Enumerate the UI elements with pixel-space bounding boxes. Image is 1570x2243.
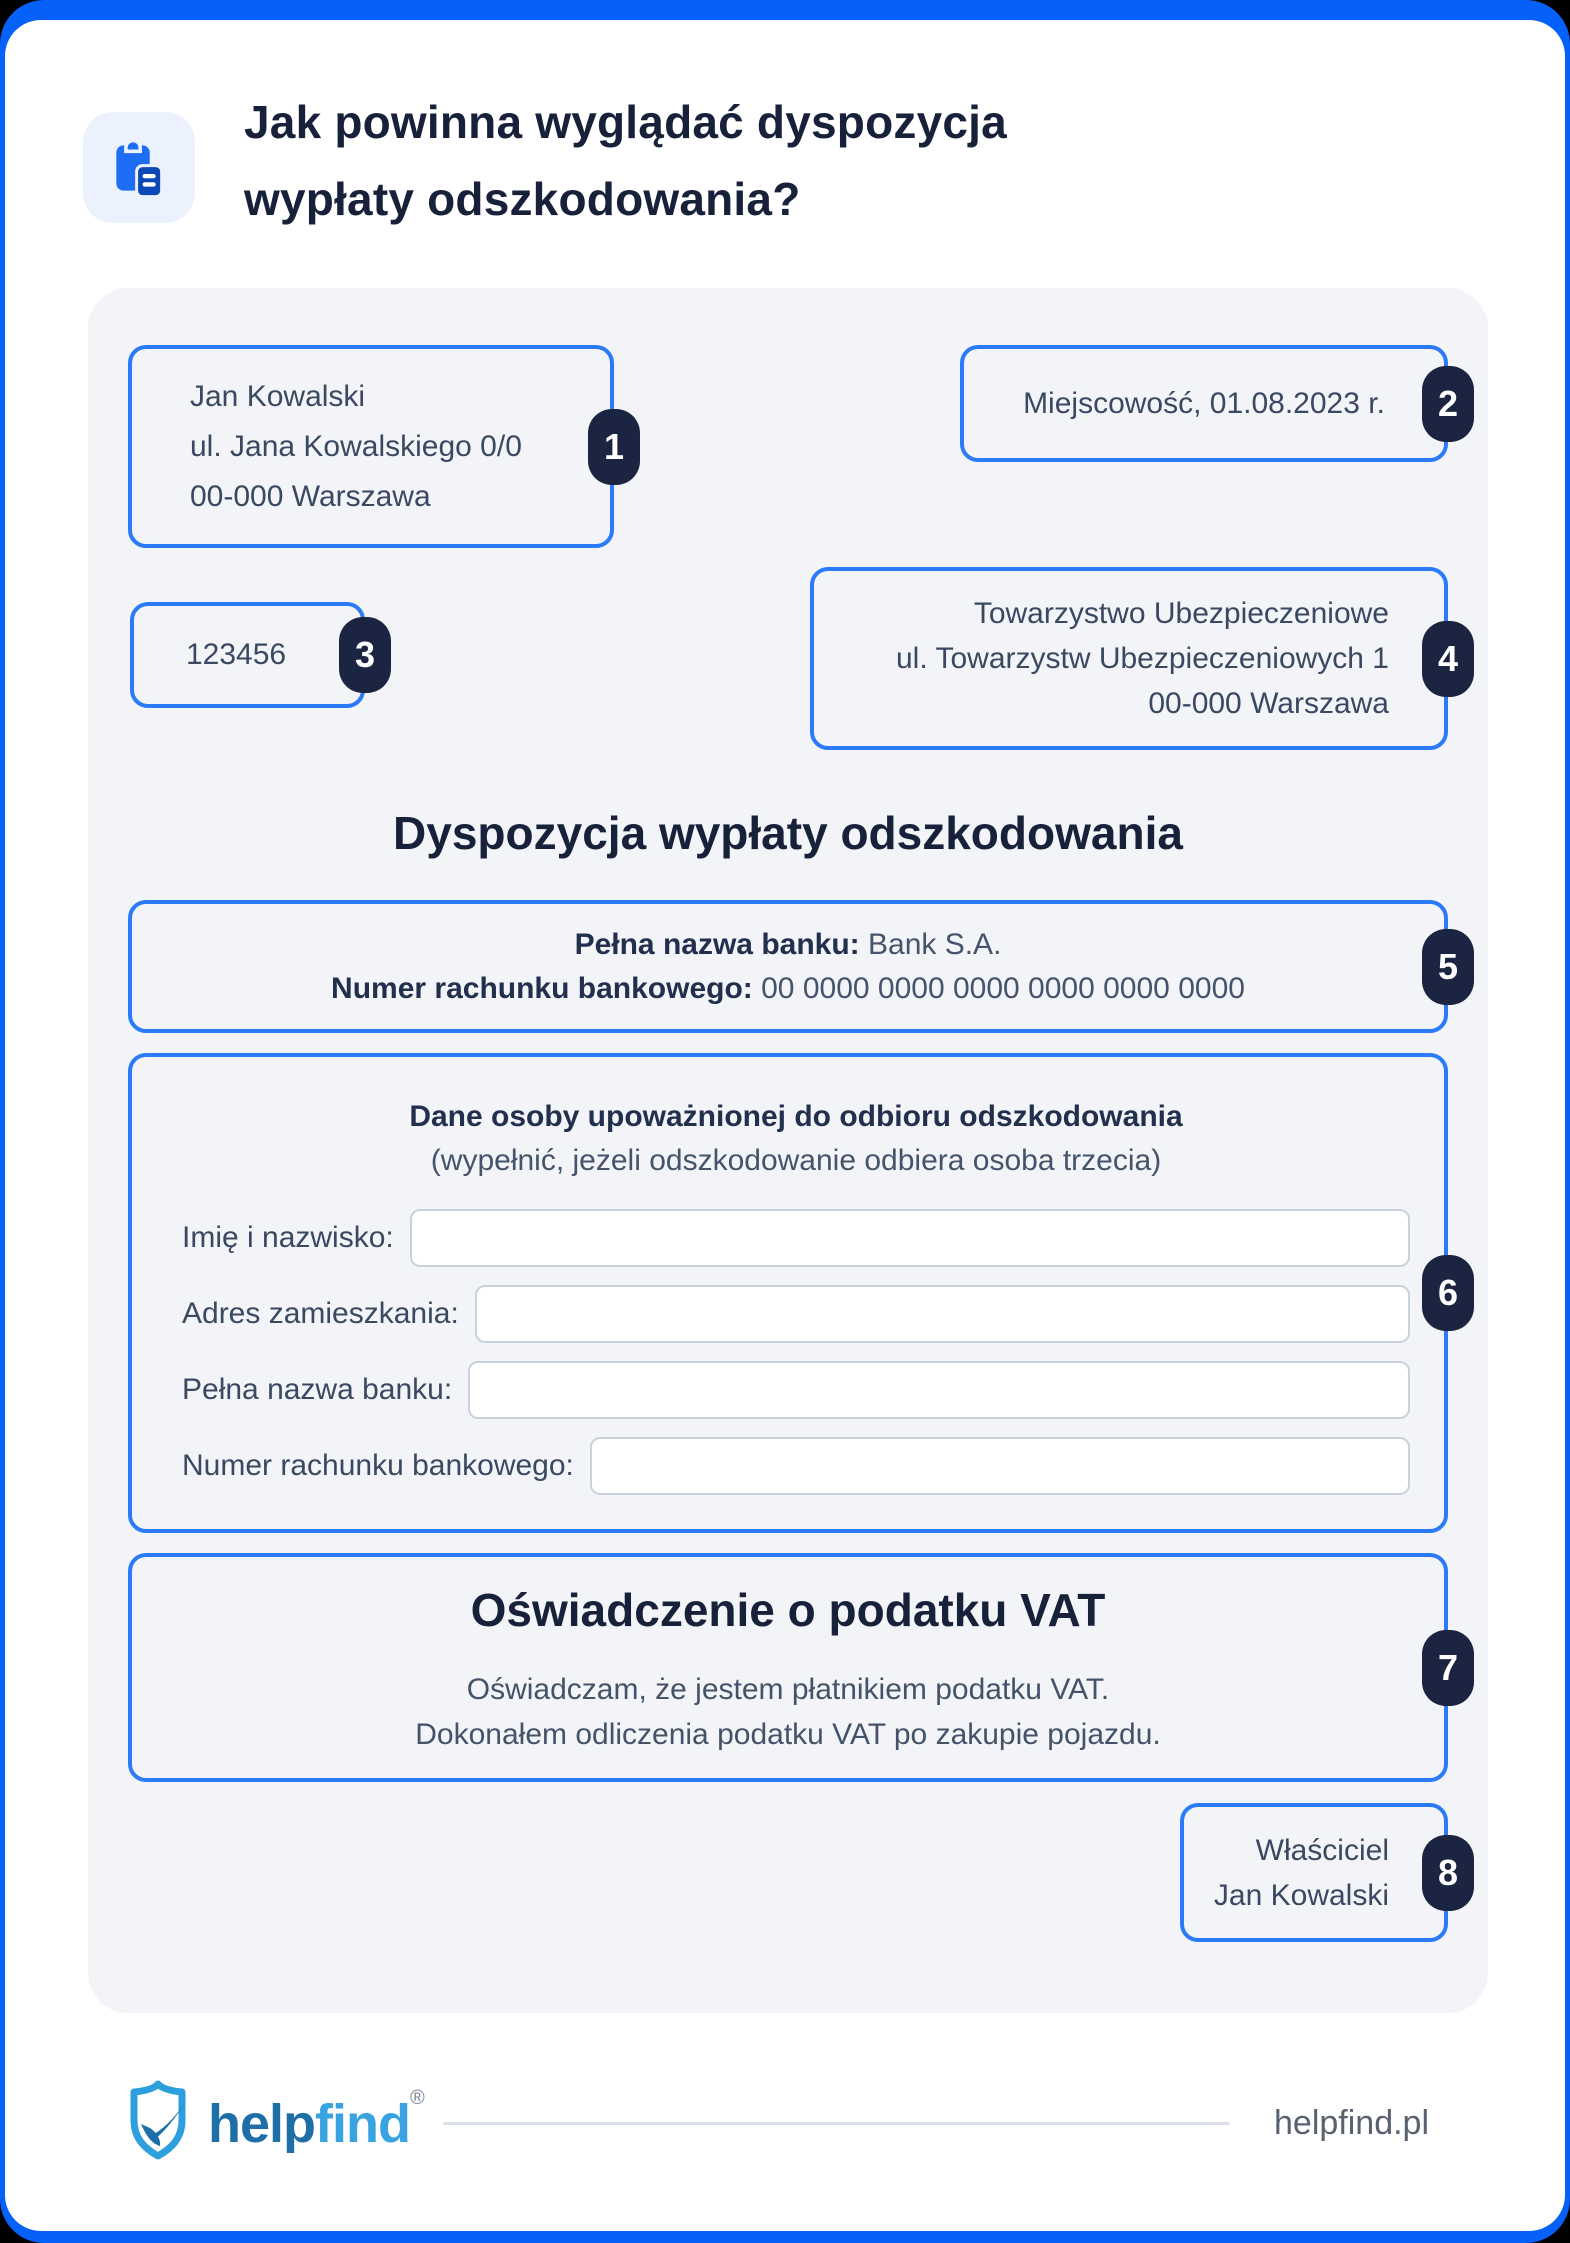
address-input[interactable] xyxy=(475,1285,1410,1343)
document-title: Dyspozycja wypłaty odszkodowania xyxy=(393,807,1183,859)
footer-divider xyxy=(443,2122,1230,2125)
bank-name-value: Bank S.A. xyxy=(868,927,1002,961)
helpfind-logo xyxy=(126,2078,424,2164)
insurer-address-box xyxy=(810,567,1459,750)
account-number-label: Numer rachunku bankowego: xyxy=(331,971,753,1005)
claim-number-box xyxy=(130,602,376,708)
step-badge-1: 1 xyxy=(588,409,640,485)
clipboard-icon xyxy=(108,137,170,199)
step-badge-4: 4 xyxy=(1422,621,1474,697)
bank-name-input[interactable] xyxy=(468,1361,1410,1419)
insurer-name: Towarzystwo Ubezpieczeniowe xyxy=(973,597,1389,630)
name-input[interactable] xyxy=(410,1209,1410,1267)
field-label-name: Imię i nazwisko: xyxy=(182,1221,394,1254)
vat-statement-title: Oświadczenie o podatku VAT xyxy=(470,1584,1106,1636)
step-badge-7: 7 xyxy=(1422,1630,1474,1706)
account-number-input[interactable] xyxy=(590,1437,1410,1495)
signature-name: Jan Kowalski xyxy=(1213,1878,1389,1912)
page-title-line1: Jak powinna wyglądać dyspozycja xyxy=(244,96,1007,148)
authorized-person-box xyxy=(128,1053,1459,1533)
field-label-bank: Pełna nazwa banku: xyxy=(182,1373,453,1406)
insurer-street: ul. Towarzystw Ubezpieczeniowych 1 xyxy=(896,642,1389,675)
field-label-account: Numer rachunku bankowego: xyxy=(182,1449,574,1482)
place-date-text: Miejscowość, 01.08.2023 r. xyxy=(1023,386,1385,420)
sender-city: 00-000 Warszawa xyxy=(190,479,431,513)
step-badge-2: 2 xyxy=(1422,366,1474,442)
vat-statement-box xyxy=(128,1553,1459,1782)
form-field-row xyxy=(182,1285,1410,1343)
bank-name-label: Pełna nazwa banku: xyxy=(574,927,860,961)
vat-statement-line2: Dokonałem odliczenia podatku VAT po zakupie pojazdu. xyxy=(415,1718,1161,1751)
bank-details-box xyxy=(128,900,1459,1033)
sender-street: ul. Jana Kowalskiego 0/0 xyxy=(190,429,522,463)
sender-name: Jan Kowalski xyxy=(190,379,366,413)
form-field-row xyxy=(182,1209,1410,1267)
insurer-city: 00-000 Warszawa xyxy=(1148,687,1389,720)
form-field-row xyxy=(182,1437,1410,1495)
step-badge-6: 6 xyxy=(1422,1255,1474,1331)
step-badge-3: 3 xyxy=(339,617,391,693)
registered-mark: ® xyxy=(409,2087,424,2109)
brand-text xyxy=(208,2087,424,2155)
header-icon xyxy=(83,112,195,223)
page-title-line2: wypłaty odszkodowania? xyxy=(244,173,801,225)
authorized-person-title: Dane osoby upoważnionej do odbioru odszkodowania xyxy=(409,1100,1183,1133)
signature-role: Właściciel xyxy=(1255,1833,1389,1867)
signature-box xyxy=(1180,1803,1459,1942)
field-label-address: Adres zamieszkania: xyxy=(182,1297,459,1330)
page-title xyxy=(244,84,1344,238)
form-field-row xyxy=(182,1361,1410,1419)
step-badge-5: 5 xyxy=(1422,929,1474,1005)
authorized-person-subtitle: (wypełnić, jeżeli odszkodowanie odbiera osoba trzecia) xyxy=(430,1144,1162,1177)
step-badge-8: 8 xyxy=(1422,1835,1474,1911)
sender-address-box xyxy=(128,345,625,548)
claim-number-text: 123456 xyxy=(186,638,287,671)
vat-statement-line1: Oświadczam, że jestem płatnikiem podatku VAT. xyxy=(466,1673,1110,1706)
account-number-value: 00 0000 0000 0000 0000 0000 0000 xyxy=(761,971,1245,1005)
brand-help: help xyxy=(208,2094,316,2154)
brand-find: find xyxy=(315,2094,410,2154)
place-date-box xyxy=(960,345,1459,462)
footer-site-link: helpfind.pl xyxy=(1274,2104,1430,2142)
shield-icon xyxy=(126,2078,190,2164)
